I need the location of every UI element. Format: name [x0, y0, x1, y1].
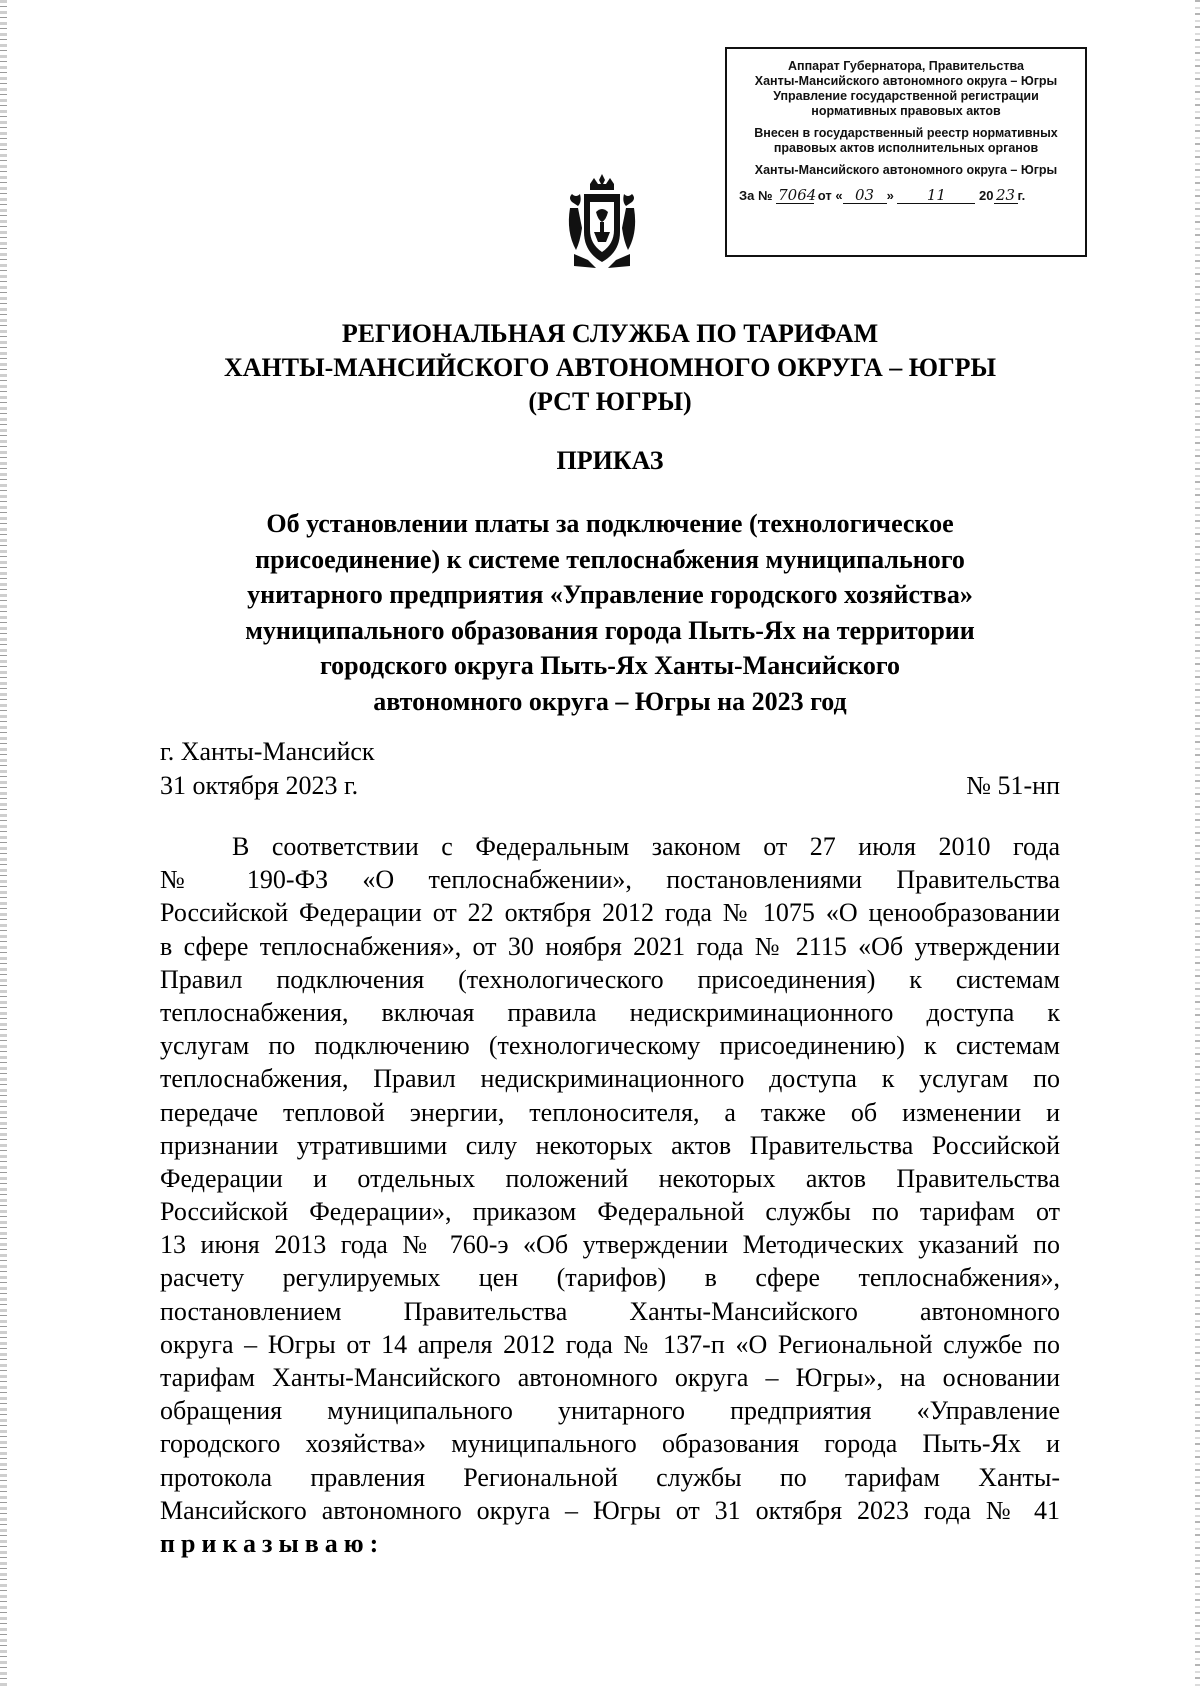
body-line: Мансийского автономного округа – Югры от 31 октября 2023 года № 41	[160, 1495, 1060, 1525]
body-line: теплоснабжения, Правил недискриминационного доступа к услугам по	[160, 1064, 1060, 1094]
stamp-reg-month: 11	[897, 188, 975, 204]
stamp-reg-year-suffix: г.	[1017, 188, 1026, 203]
body-line: постановлением Правительства Ханты-Мансийского автономного	[160, 1296, 1060, 1326]
scan-edge-right	[1195, 0, 1200, 1687]
stamp-reg-number: 7064	[778, 186, 817, 204]
organization-title-line: ХАНТЫ-МАНСИЙСКОГО АВТОНОМНОГО ОКРУГА – ЮГРЫ	[223, 353, 997, 382]
body-line: передаче тепловой энергии, теплоносителя, а также об изменении и	[160, 1097, 1060, 1127]
body-line: Правил подключения (технологического присоединения) к системам	[160, 964, 1060, 994]
stamp-reg-from: от «	[817, 188, 843, 203]
registration-stamp	[725, 47, 1087, 257]
scan-edge-left	[0, 0, 7, 1687]
body-line: округа – Югры от 14 апреля 2012 года № 137-п «О Региональной службе по	[160, 1329, 1060, 1359]
body-line: признании утратившими силу некоторых актов Правительства Российской	[160, 1130, 1060, 1160]
body-line: Федерации и отдельных положений некоторых актов Правительства	[160, 1163, 1060, 1193]
body-line: в сфере теплоснабжения», от 30 ноября 2021 года № 2115 «Об утверждении	[160, 931, 1060, 961]
body-line: обращения муниципального унитарного предприятия «Управление	[160, 1396, 1060, 1426]
stamp-reg-day: 03	[843, 188, 887, 204]
stamp-reg-year-prefix: 20	[979, 188, 994, 203]
stamp-region-block	[727, 163, 1085, 178]
body-line: городского хозяйства» муниципального образования города Пыть-Ях и	[160, 1429, 1060, 1459]
stamp-line: Внесен в государственный реестр нормативных	[754, 126, 1058, 140]
organization-abbreviation: (РСТ ЮГРЫ)	[528, 387, 692, 416]
body-line: Российской Федерации», приказом Федеральной службы по тарифам от	[160, 1197, 1060, 1227]
body-line: тарифам Ханты-Мансийского автономного округа – Югры», на основании	[160, 1363, 1060, 1392]
stamp-line: Управление государственной регистрации	[773, 89, 1039, 103]
document-title-line: присоединение) к системе теплоснабжения муниципального	[255, 544, 965, 574]
document-title	[150, 506, 1070, 719]
document-type: ПРИКАЗ	[556, 446, 664, 475]
body-line: 13 июня 2013 года № 760-э «Об утверждении Методических указаний по	[160, 1230, 1060, 1260]
body-line: расчету регулируемых цен (тарифов) в сфере теплоснабжения»,	[160, 1263, 1060, 1293]
document-number: № 51-нп	[966, 771, 1060, 800]
document-date: 31 октября 2023 г.	[160, 771, 359, 800]
body-line: теплоснабжения, включая правила недискриминационного доступа к	[160, 997, 1060, 1027]
stamp-reg-prefix: За №	[739, 188, 773, 203]
document-title-line: муниципального образования города Пыть-Ях на территории	[245, 615, 975, 645]
coat-of-arms-icon	[566, 172, 638, 272]
preamble-paragraph	[160, 830, 1060, 1560]
stamp-line: Ханты-Мансийского автономного округа – Югры	[754, 163, 1058, 177]
order-verb: приказываю:	[160, 1528, 385, 1558]
stamp-authority-block	[727, 59, 1085, 119]
body-line: Российской Федерации от 22 октября 2012 года № 1075 «О ценообразовании	[160, 898, 1060, 928]
document-title-line: городского округа Пыть-Ях Ханты-Мансийского	[319, 651, 901, 680]
stamp-line: правовых актов исполнительных органов	[773, 141, 1039, 155]
document-title-line: унитарного предприятия «Управление городского хозяйства»	[247, 580, 973, 609]
body-line: № 190-ФЗ «О теплоснабжении», постановлениями Правительства	[160, 865, 1060, 895]
stamp-line: нормативных правовых актов	[811, 104, 1001, 118]
body-line: В соответствии с Федеральным законом от 27 июля 2010 года	[232, 832, 1060, 861]
document-title-line: автономного округа – Югры на 2023 год	[373, 686, 847, 716]
stamp-registration-row	[727, 188, 1085, 204]
body-line: услугам по подключению (технологическому присоединению) к системам	[160, 1031, 1060, 1061]
body-line: протокола правления Региональной службы по тарифам Ханты-	[160, 1462, 1060, 1492]
stamp-line: Аппарат Губернатора, Правительства	[788, 59, 1024, 73]
organization-title	[150, 317, 1070, 419]
stamp-reg-year: 23	[994, 188, 1018, 204]
stamp-register-block	[727, 126, 1085, 156]
organization-title-line: РЕГИОНАЛЬНАЯ СЛУЖБА ПО ТАРИФАМ	[341, 319, 879, 348]
stamp-reg-close: »	[886, 188, 894, 203]
document-place: г. Ханты-Мансийск	[160, 737, 375, 766]
stamp-line: Ханты-Мансийского автономного округа – Югры	[754, 74, 1058, 88]
document-title-line: Об установлении платы за подключение (технологическое	[266, 509, 954, 538]
